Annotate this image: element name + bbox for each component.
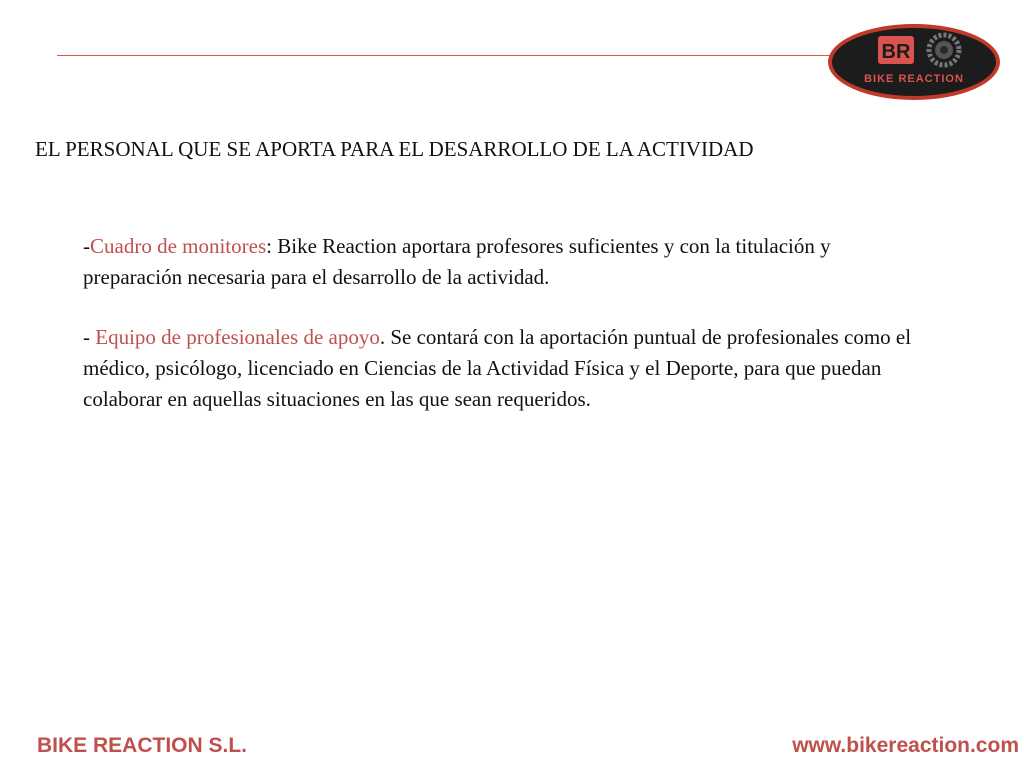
item-profesionales [83, 322, 928, 415]
footer-website-link[interactable]: www.bikereaction.com [792, 734, 1019, 757]
item-highlight: Equipo de profesionales de apoyo [95, 325, 380, 349]
item-text: : Bike Reaction aportara profesores suficientes y con la titulación y preparación necesaria para el desarrollo de la actividad. [83, 234, 831, 289]
item-text: . Se contará con la aportación puntual de profesionales como el médico, psicólogo, licenciado en Ciencias de la Actividad Física y el Deporte, para que puedan colaborar en aquellas situaciones en las que sean requeridos. [83, 325, 912, 411]
logo-brand-text: BIKE REACTION [864, 73, 964, 85]
bike-reaction-gear-logo-icon [826, 22, 1002, 102]
item-prefix: - [83, 234, 90, 258]
logo-letters: BR [881, 41, 911, 63]
bike-reaction-logo [826, 22, 1002, 102]
slide-heading: EL PERSONAL QUE SE APORTA PARA EL DESARROLLO DE LA ACTIVIDAD [35, 137, 754, 161]
footer-company: BIKE REACTION S.L. [37, 734, 248, 757]
item-highlight: Cuadro de monitores [90, 234, 267, 258]
item-prefix: - [83, 325, 96, 349]
item-monitores [83, 231, 928, 293]
header-divider-line [57, 55, 847, 56]
